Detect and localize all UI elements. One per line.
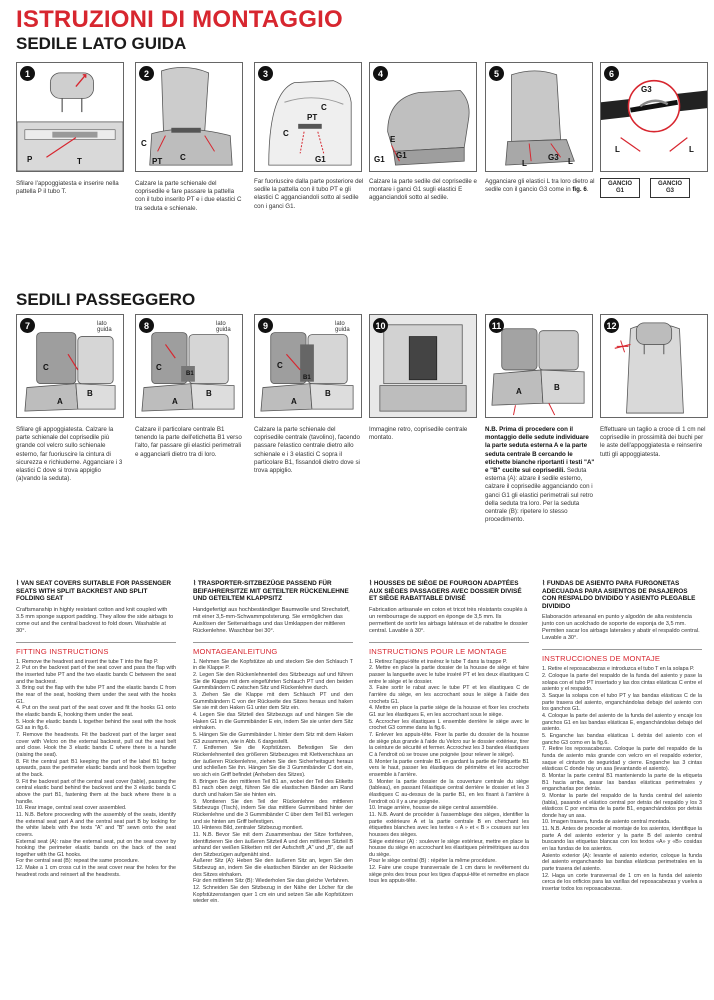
figure-12-caption: Effettuare un taglio a croce di 1 cm nel coprisedile in prossimità dei buchi per le aste dell'appoggiatesta e reinserire tutti gli appoggiatesta.: [600, 426, 706, 458]
figure-number: 8: [139, 318, 154, 333]
instruction-step: 12. Faire une coupe transversale de 1 cm dans le revêtement du siège près des trous pour les tiges d'appui-tête et remettre en place tous les appuis-tête.: [369, 865, 529, 885]
instruction-step: Für den mittleren Sitz (B): Wiederholen Sie das gleiche Verfahren.: [193, 878, 350, 885]
instruction-step: 4. Legen Sie das Sitzteil des Sitzbezugs auf und hängen Sie die Haken G1 in die Gummibänder E ein, indem Sie sie unter dem Sitz einhaken.: [193, 712, 353, 732]
hook-g3: [650, 178, 690, 198]
figure-label: G3: [641, 85, 652, 94]
figure-label: PT: [152, 157, 163, 166]
column-subheading: MONTAGEANLEITUNG: [193, 642, 353, 656]
instruction-step: 11. N.B. Avant de procéder à l'assemblage des sièges, identifier la partie extérieure A et la partie centrale B en cherchant les étiquettes blanches avec les textes « A » et « B » cousues sur les housses des sièges.: [369, 811, 529, 838]
figure-number: 3: [258, 66, 273, 81]
column-intro: Craftsmanship in highly resistant cotton and knit coupled with 3.5 mm sponge support padding. They allow the side airbags to come out and the central backrest to fold down. Washable at 30°.: [16, 606, 174, 634]
figure-label: B: [206, 389, 212, 398]
instruction-step: Äußerer Sitz (A): Heben Sie den äußeren Sitz an, legen Sie den Sitzbezug an, indem Sie die elastischen Bänder an der Rückseite des Sitzes einhaken.: [193, 858, 353, 878]
figure-label: B: [325, 389, 331, 398]
instruction-step: 2. Put on the backrest part of the seat cover and pass the flap with the inserted tube PT and the two elastic bands C between the seat and the backrest.: [16, 665, 176, 685]
instruction-step: 8. Monter la partie centrale B1 en gardant la partie de l'étiquette B1 vers le haut, passer les élastiques de périmètre et les accrocher ensemble à l'arrière.: [369, 758, 529, 778]
figure-note: lato guida: [335, 321, 350, 333]
figure-label: L: [568, 157, 573, 166]
instruction-step: 1. Retirez l'appui-tête et insérez le tube T dans la trappe P.: [369, 658, 508, 665]
instruction-step: 12. Schneiden Sie den Sitzbezug in der Nähe der Löcher für die Kopfstützenstangen quer 1 cm ein und setzen Sie alle Kopfstützen wieder ein.: [193, 885, 353, 905]
figure-4: [369, 62, 477, 172]
figure-number: 7: [20, 318, 35, 333]
column-heading: ⌇ VAN SEAT COVERS SUITABLE FOR PASSENGER SEATS WITH SPLIT BACKREST AND SPLIT FOLDING SEAT: [16, 580, 171, 603]
instruction-step: 3. Faire sortir le rabat avec le tube PT et les élastiques C de l'arrière du siège, en les accrochant sous le siège à l'aide des crochets G1.: [369, 685, 529, 705]
hook-code: G3: [665, 188, 674, 194]
instruction-step: For the central seat (B): repeat the same procedure.: [16, 858, 140, 865]
figure-number: 2: [139, 66, 154, 81]
instruction-step: 4. Coloque la parte del asiento de la funda del asiento y encaje los ganchos G1 en las bandas elásticas E, enganchándolas debajo del asiento.: [542, 712, 702, 733]
column-subheading: INSTRUCCIONES DE MONTAJE: [542, 649, 702, 663]
figure-label: C: [156, 363, 162, 372]
figure-label: C: [180, 153, 186, 162]
instruction-step: 10. Hinteres Bild, zentraler Sitzbezug montiert.: [193, 825, 304, 832]
figure-5: [485, 62, 593, 172]
hook-label: GANCIO: [658, 181, 682, 187]
instruction-step: 7. Remove the headrests. Fit the backrest part of the larger seat cover with Velcro on the external backrest, pull out the seat belt and close. Hook the 3 elastic bands C where there is a handle (raising the seat).: [16, 732, 176, 758]
figure-7-caption: Sfilare gli appoggiatesta. Calzare la parte schienale del coprisedile più grande col velcro sullo schienale esterno, far fuoriuscire la cintura di sicurezza e richiuderne. Agganciare i 3 elastici C dove si trova appiglio (a)vando la seduta).: [16, 426, 123, 483]
figure-label: A: [516, 387, 522, 396]
figure-label: C: [277, 361, 283, 370]
figure-4-caption: Calzare la parte sedile del coprisedile e montare i ganci G1 sugli elastici E agganciandoli sotto al sedile.: [369, 178, 477, 202]
instruction-step: 9. Fit the backrest part of the central seat cover (table), passing the central elastic band behind the backrest and the 3 elastic bands C above the part B1, fastening them at the back where there is a handle.: [16, 778, 176, 805]
figure-label: B1: [186, 371, 194, 377]
instruction-step: 7. Enlever les appuis-tête. Fixer la partie du dossier de la housse de siège plus grande à l'aide du Velcro sur le dossier extérieur, tirer la ceinture de sécurité et fermer. Accrochez les 3 bandes élastiques C à l'endroit où se trouve une poignée (pour relever le siège).: [369, 732, 529, 758]
column-steps: [16, 659, 176, 879]
column-heading: ⌇ TRASPORTER-SITZBEZÜGE PASSEND FÜR BEIFAHRERSITZE MIT GETEILTER RÜCKENLEHNE UND GETEILTEM KLAPPSITZ: [193, 580, 349, 603]
column-german: [193, 580, 353, 905]
figure-number: 5: [489, 66, 504, 81]
instruction-step: Asiento exterior (A): levante el asiento exterior, coloque la funda del asiento enganchando las bandas elásticas perimetrales en la parte trasera del asiento.: [542, 852, 702, 873]
figure-label: L: [689, 145, 694, 154]
instruction-step: 10. Imagen trasera, funda de asiento central montada.: [542, 819, 671, 826]
figure-2-illustration: [136, 63, 242, 171]
section-title-passenger: SEDILI PASSEGGERO: [16, 290, 196, 309]
column-heading: ⌇ FUNDAS DE ASIENTO PARA FURGONETAS ADECUADAS PARA ASIENTOS DE PASAJEROS CON RESPALDO DIVIDIDO Y ASIENTO PLEGABLE DIVIDIDO: [542, 580, 696, 610]
figure-label: C: [141, 139, 147, 148]
instruction-step: 3. Saque la solapa con el tubo PT y las bandas elásticas C de la parte trasera del asiento, enganchándolas debajo del asiento con los ganchos G1.: [542, 693, 702, 713]
instruction-step: 11. N.B. Before proceeding with the assembly of the seats, identify the external seat part A and the central seat part B by looking for the white labels with the texts "A" and "B" sewn onto the seat covers.: [16, 811, 176, 838]
figure-label: C: [283, 129, 289, 138]
instruction-step: 7. Retire los reposacabezas. Coloque la parte del respaldo de la funda de asiento más grande con velcro en el respaldo exterior, saque el cinturón de seguridad y cierre. Enganche las 3 cintas elásticas C donde hay un asa (levantando el asiento).: [542, 746, 702, 773]
figure-label: A: [291, 397, 297, 406]
page-title: ISTRUZIONI DI MONTAGGIO: [16, 6, 343, 33]
figure-9: [254, 314, 362, 418]
figure-label: G1: [315, 155, 326, 164]
figure-label: T: [77, 157, 82, 166]
column-intro: Handgefertigt aus hochbeständiger Baumwolle und Strechstoff, mit einer 3,5-mm-Schwammpolsterung. Sie ermöglichen das Auslösen der Seitenairbags und das Umklappen der mittleren Rückenlehne. Waschbar bei 30°.: [193, 606, 350, 634]
instruction-step: External seat (A): raise the external seat, put on the seat cover by hooking the perimeter elastic bands on the back of the seat together with the G1 hooks.: [16, 838, 176, 858]
figure-note: lato guida: [97, 321, 112, 333]
caption-note: N.B. Prima di procedere con il montaggio delle sedute individuare la parte seduta esterna A e la parte seduta centrale B cercando le etichette bianche riportanti i testi "A" e "B" cucite sui coprisedili.: [485, 426, 595, 475]
figure-label: C: [321, 103, 327, 112]
figure-8-caption: Calzare il particolare centrale B1 tenendo la parte dell'etichetta B1 verso l'alto, far passare gli elastici perimetrali e agganciarli dietro tra di loro.: [135, 426, 242, 458]
instruction-step: 10. Rear image, central seat cover assembled.: [16, 805, 127, 812]
hook-g1: [600, 178, 640, 198]
figure-label: C: [43, 363, 49, 372]
instruction-step: 11. N.B. Bevor Sie mit dem Zusammenbau der Sitze fortfahren, identifizieren Sie den äußeren Sitzteil A und den mittleren Sitzteil B anhand der weißen Etiketten mit der Aufschrift „A" und „B", die auf den Sitzbezügen aufgenäht sind.: [193, 831, 353, 858]
instruction-step: 12. Haga un corte transversal de 1 cm en la funda del asiento cerca de los orificios para las varillas del reposacabezas y vuelva a insertar todos los reposacabezas.: [542, 872, 702, 893]
figure-5-caption: [485, 178, 595, 194]
figure-9-caption: Calzare la parte schienale del coprisedile centrale (tavolino), facendo passare l'elastico centrale dietro allo schienale e i 3 elastici C sopra il particolare B1, fissandoli dietro dove si trova appiglio.: [254, 426, 360, 475]
instruction-step: 2. Legen Sie den Rückenlehnenteil des Sitzbezugs auf und führen Sie die Klappe mit dem eingeführten Schlauch PT und den beiden Gummibändern C zwischen Sitz und Rückenlehne durch.: [193, 672, 353, 692]
instruction-step: 12. Make a 1 cm cross cut in the seat cover near the holes for the headrest rods and reinsert all the headrests.: [16, 865, 176, 878]
caption-text: Agganciare gli elastici L tra loro dietro al sedile con il gancio G3 come in: [485, 178, 595, 194]
figure-label: E: [390, 135, 396, 144]
column-intro: Elaboración artesanal en punto y algodón de alta resistencia junto con un acolchado de soporte de esponja de 3,5 mm. Permiten sacar los airbags laterales y abatir el respaldo central. Lavable a 30°.: [542, 614, 700, 642]
instruction-step: Pour le siège central (B) : répéter la même procédure.: [369, 858, 497, 865]
figure-5-illustration: [486, 63, 592, 171]
instruction-step: 9. Montar la parte del respaldo de la funda central del asiento (tabla), pasando el elástico central por detrás del respaldo y los 3 elásticos C por encima de la parte B1, enganchándolos por detrás donde hay un asa.: [542, 792, 702, 819]
figure-label: G1: [374, 155, 385, 164]
column-heading: ⌇ HOUSSES DE SIÈGE DE FOURGON ADAPTÉES AUX SIÈGES PASSAGERS AVEC DOSSIER DIVISÉ ET SIÈGE RABATTABLE DIVISÉ: [369, 580, 522, 603]
instruction-step: 5. Enganche las bandas elásticas L detrás del asiento con el gancho G3 como en la fig.6.: [542, 732, 702, 746]
figure-number: 10: [373, 318, 388, 333]
instruction-step: 2. Mettre en place la partie dossier de la housse de siège et faire passer la languette avec le tube inséré PT et les deux élastiques C entre le siège et le dossier.: [369, 665, 529, 685]
caption-text: Seduta esterna (A): alzare il sedile esterno, calzare il coprisedile agganciando con i ganci G1 gli elastici perimetrali sul retro della seduta tra loro. Per la seduta centrale (B): ripetere lo stesso procedimento.: [485, 467, 593, 524]
instruction-step: 8. Montar la parte central B1 manteniendo la parte de la etiqueta B1 hacia arriba, pasar las bandas elásticas perimetrales y engancharlas por detrás.: [542, 772, 702, 793]
instruction-step: 3. Ziehen Sie die Klappe mit dem Schlauch PT und den Gummibändern C von der Rückseite des Sitzes heraus und haken Sie sie mit den Haken G1 unter dem Sitz ein.: [193, 692, 353, 712]
figure-number: 9: [258, 318, 273, 333]
figure-label: PT: [307, 113, 318, 122]
instruction-step: 8. Fit the central part B1 keeping the part of the label B1 facing upwards, pass the perimeter elastic bands and hook them together at the back.: [16, 758, 176, 778]
column-french: [369, 580, 529, 885]
figure-label: L: [615, 145, 620, 154]
figure-note: lato guida: [216, 321, 231, 333]
figure-2: [135, 62, 243, 172]
instruction-step: Siège extérieur (A) : soulever le siège extérieur, mettre en place la housse du siège en accrochant les élastiques périmétriques au dos du siège.: [369, 838, 529, 858]
column-english: [16, 580, 176, 878]
column-subheading: FITTING INSTRUCTIONS: [16, 642, 176, 656]
instruction-step: 3. Bring out the flap with the tube PT and the elastic bands C from the rear of the seat, hooking them under the seat with the hooks G1.: [16, 685, 176, 705]
instruction-step: 5. Hook the elastic bands L together behind the seat with the hook G3 as in fig.6.: [16, 718, 176, 732]
figure-label: G1: [396, 151, 407, 160]
instruction-step: 1. Nehmen Sie die Kopfstütze ab und stecken Sie den Schlauch T in die Klappe P.: [193, 658, 353, 672]
figure-number: 1: [20, 66, 35, 81]
column-steps: [369, 659, 529, 885]
instruction-step: 5. Accrocher les élastiques L ensemble derrière le siège avec le crochet G3 comme dans la fig.6.: [369, 718, 529, 732]
figure-7: [16, 314, 124, 418]
figure-number: 6: [604, 66, 619, 81]
instruction-step: 7. Entfernen Sie die Kopfstützen. Befestigen Sie den Rückenlehnenteil des größeren Sitzbezuges mit Klettverschluss an der äußeren Rückenlehne, ziehen Sie den Sicherheitsgurt heraus und schließen Sie ihn. Hängen Sie die 3 Gummibänder C dort ein, wo sich ein Griff befindet (Anheben des Sitzes).: [193, 745, 353, 778]
instruction-step: 1. Remove the headrest and insert the tube T into the flap P.: [16, 658, 159, 665]
instruction-step: 11. N.B. Antes de proceder al montaje de los asientos, identifique la parte A del asiento exterior y la parte B del asiento central buscando las etiquetas blancas con los textos «A» y «B» cosidas en las fundas de los asientos.: [542, 826, 703, 853]
figure-number: 4: [373, 66, 388, 81]
figure-1: [16, 62, 124, 172]
column-steps: [193, 659, 353, 905]
figure-label: A: [172, 397, 178, 406]
figure-label: G3: [548, 153, 559, 162]
column-intro: Fabrication artisanale en coton et tricot très résistants couplés à un rembourrage de support en éponge de 3,5 mm. Ils permettent de sortir les airbags latéraux et de rabattre le dossier central. Lavable à 30°.: [369, 606, 528, 634]
figure-3-caption: Far fuoriuscire dalla parte posteriore del sedile la pattella con il tubo PT e gli elastici C agganciandoli sotto al sedile con i ganci G1.: [254, 178, 364, 210]
figure-12: [600, 314, 708, 418]
caption-text: .: [586, 186, 589, 194]
column-subheading: INSTRUCTIONS POUR LE MONTAGE: [369, 642, 529, 656]
figure-2-caption: Calzare la parte schienale del coprisedile e fare passare la pattella con il tubo inserito PT e i due elastici C tra seduta e schienale.: [135, 180, 242, 212]
figure-label: B: [87, 389, 93, 398]
instruction-step: 10. Image arrière, housse de siège central assemblée.: [369, 805, 498, 812]
figure-label: B: [554, 383, 560, 392]
figure-6-illustration: [601, 63, 707, 171]
figure-number: 12: [604, 318, 619, 333]
figure-8: [135, 314, 243, 418]
instruction-step: 8. Bringen Sie den mittleren Teil B1 an, wobei der Teil des Etiketts B1 nach oben zeigt, führen Sie die elastischen Bänder am Rand durch und haken Sie sie hinten ein.: [193, 778, 353, 798]
instruction-step: 5. Hängen Sie die Gummibänder L hinter dem Sitz mit dem Haken G3 zusammen, wie in Abb. 6 dargestellt.: [193, 732, 353, 745]
caption-fig-ref: fig. 6: [572, 186, 587, 194]
instruction-step: 2. Coloque la parte del respaldo de la funda del asiento y pase la solapa con el tubo PT insertado y las dos cintas elásticas C entre el asiento y el respaldo.: [542, 673, 703, 693]
figure-3: [254, 62, 362, 172]
figure-11-caption: [485, 426, 595, 524]
figure-10-caption: Immagine retro, coprisedile centrale montato.: [369, 426, 468, 442]
figure-label: L: [522, 159, 527, 168]
instruction-step: 9. Monter la partie dossier de la couverture centrale du siège (tableau), en passant l'élastique central derrière le dossier et les 3 élastiques C au-dessus de la partie B1, en les fixant à l'arrière à l'endroit où il y a une poignée.: [369, 778, 529, 805]
figure-number: 11: [489, 318, 504, 333]
column-steps: [542, 666, 702, 892]
figure-1-caption: Sfilare l'appoggiatesta e inserire nella pattella P il tubo T.: [16, 180, 119, 196]
hook-code: G1: [615, 188, 624, 194]
page-subtitle: SEDILE LATO GUIDA: [16, 34, 187, 53]
figure-10: [369, 314, 477, 418]
instruction-step: 9. Montieren Sie den Teil der Rückenlehne des mittleren Sitzbezugs (Tisch), indem Sie das mittlere Gummiband hinter der Rückenlehne und die 3 Gummibänder C über dem Teil B1 verlegen und sie hinten am Griff befestigen.: [193, 798, 353, 825]
instruction-step: 4. Put on the seat part of the seat cover and fit the hooks G1 onto the elastic bands E, hooking them under the seat.: [16, 705, 176, 719]
hook-label: GANCIO: [608, 181, 632, 187]
figure-label: P: [27, 155, 33, 164]
figure-1-illustration: [17, 63, 123, 171]
figure-6: [600, 62, 708, 172]
figure-label: A: [57, 397, 63, 406]
instruction-step: 4. Mettre en place la partie siège de la housse et fixer les crochets G1 sur les élastiques E, en les accrochant sous le siège.: [369, 705, 529, 719]
instruction-step: 1. Retire el reposacabezas e introduzca el tubo T en la solapa P.: [542, 666, 695, 673]
column-spanish: [542, 580, 702, 893]
figure-4-illustration: [370, 63, 476, 171]
figure-label: B1: [303, 375, 311, 381]
figure-11: [485, 314, 593, 418]
